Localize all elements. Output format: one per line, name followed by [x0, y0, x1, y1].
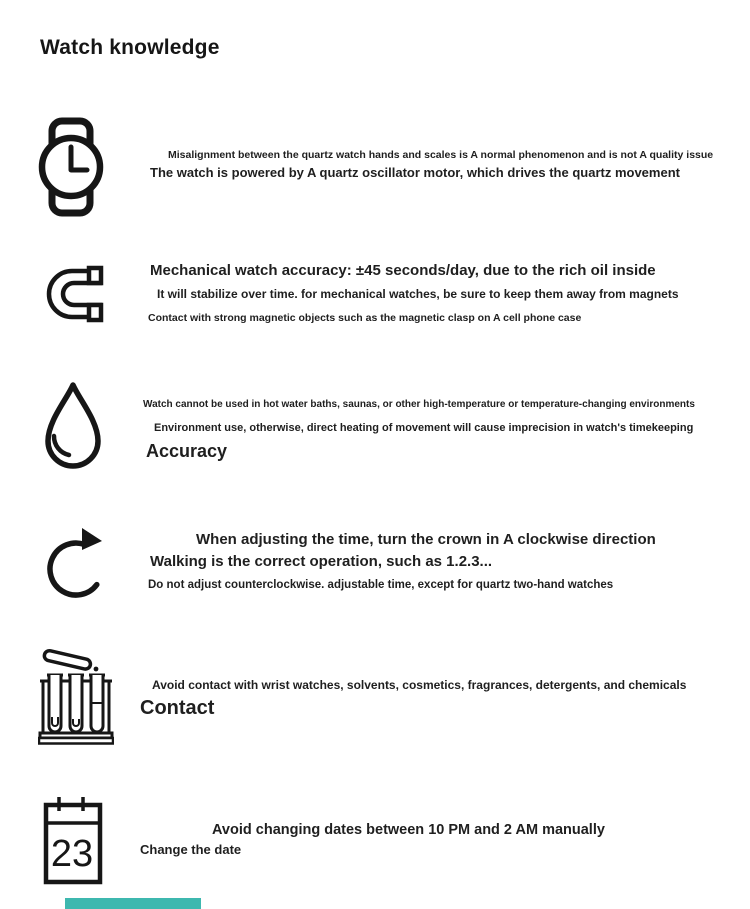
page-title: Watch knowledge — [40, 36, 220, 59]
quartz-note-line: Misalignment between the quartz watch hands and scales is A normal phenomenon and is not A quality issue — [168, 149, 714, 161]
date-headline: Avoid changing dates between 10 PM and 2 AM manually — [212, 822, 605, 838]
magnet-note-line: Contact with strong magnetic objects such as the magnetic clasp on A cell phone case — [148, 312, 582, 324]
chemicals-note-line: Avoid contact with wrist watches, solvents, cosmetics, fragrances, detergents, and chemicals — [152, 678, 687, 692]
clockwise-arrow-icon — [46, 527, 108, 605]
crown-note-line: Do not adjust counterclockwise. adjustable time, except for quartz two-hand watches — [148, 579, 614, 591]
magnet-headline: Mechanical watch accuracy: ±45 seconds/day, due to the rich oil inside — [150, 262, 656, 279]
date-sub-line: Change the date — [140, 842, 242, 857]
magnet-sub-line: It will stabilize over time. for mechanical watches, be sure to keep them away from magnets — [157, 287, 679, 301]
accuracy-heading: Accuracy — [146, 441, 228, 461]
quartz-main-line: The watch is powered by A quartz oscillator motor, which drives the quartz movement — [150, 165, 680, 180]
wristwatch-icon — [38, 117, 104, 217]
test-tubes-icon — [38, 645, 114, 745]
water-drop-icon — [40, 380, 106, 474]
calendar-icon — [42, 795, 104, 885]
temperature-sub-line: Environment use, otherwise, direct heating of movement will cause imprecision in watch's timekeeping — [154, 422, 694, 434]
calendar-day-number: 23 — [50, 833, 94, 875]
contact-heading: Contact — [140, 697, 215, 719]
magnet-icon — [42, 265, 106, 323]
crown-sub-line: Walking is the correct operation, such as 1.2.3... — [150, 553, 493, 570]
crown-headline: When adjusting the time, turn the crown in A clockwise direction — [196, 531, 656, 548]
temperature-note-line: Watch cannot be used in hot water baths, saunas, or other high-temperature or temperature-changing environments — [143, 399, 695, 410]
bottom-accent-bar — [65, 898, 201, 909]
